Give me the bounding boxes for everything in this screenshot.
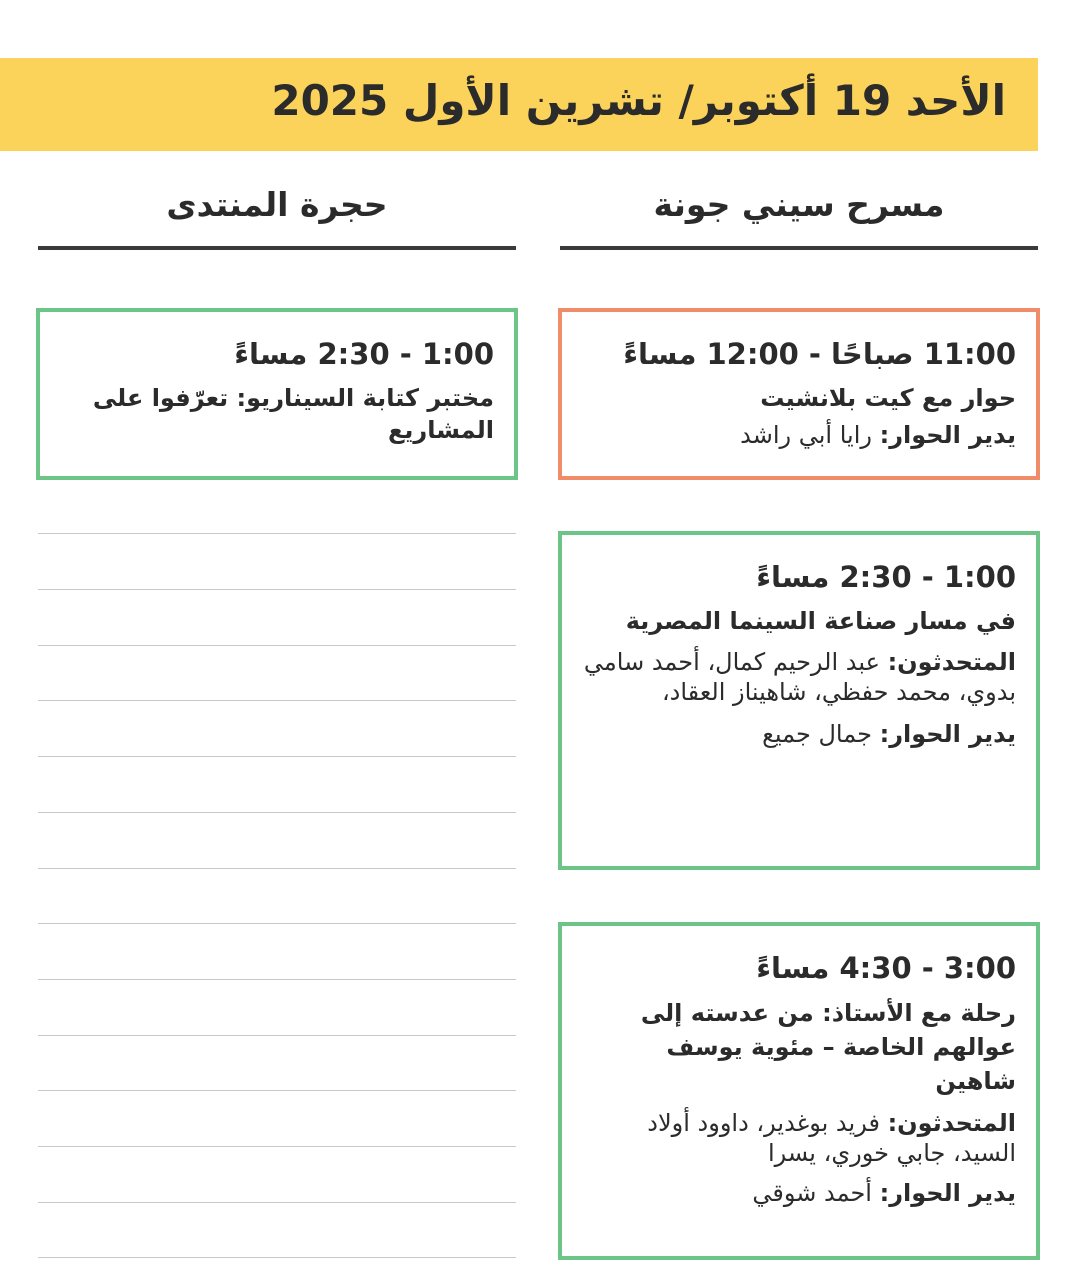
session-title: مختبر كتابة السيناريو: تعرّفوا على المشاريع [92, 384, 494, 444]
speakers-names: عبد الرحيم كمال، أحمد سامي بدوي، محمد حفظي، شاهيناز العقاد، [583, 648, 1016, 706]
empty-slot-line [38, 1035, 516, 1036]
speakers-label: المتحدثون: [887, 648, 1016, 676]
empty-slot-line [38, 1202, 516, 1203]
session-title: حوار مع كيت بلانشيت [760, 384, 1016, 412]
session-speakers [582, 647, 1016, 707]
empty-slot-line [38, 979, 516, 980]
empty-slot-line [38, 756, 516, 757]
date-heading: الأحد 19 أكتوبر/ تشرين الأول 2025 [271, 76, 1006, 125]
empty-slot-line [38, 1257, 516, 1258]
session-moderator [582, 420, 1016, 450]
session-time: 3:00 - 4:30 مساءً [756, 951, 1016, 985]
session-time: 1:00 - 2:30 مساءً [234, 337, 494, 371]
empty-slot-line [38, 533, 516, 534]
session-card-kate-blanchett[interactable] [558, 308, 1040, 480]
empty-slot-line [38, 812, 516, 813]
session-title: في مسار صناعة السينما المصرية [625, 607, 1016, 635]
session-time: 11:00 صباحًا - 12:00 مساءً [623, 337, 1016, 371]
empty-slot-line [38, 1146, 516, 1147]
moderator-label: يدير الحوار: [879, 720, 1016, 748]
moderator-name: أحمد شوقي [752, 1179, 880, 1207]
column-header-cinema-gouna: مسرح سيني جونة [560, 178, 1038, 250]
empty-slot-line [38, 589, 516, 590]
speakers-label: المتحدثون: [887, 1109, 1016, 1137]
session-card-youssef-chahine[interactable] [558, 922, 1040, 1260]
moderator-name: جمال جميع [762, 720, 880, 748]
empty-slot-line [38, 1090, 516, 1091]
session-speakers [582, 1108, 1016, 1168]
session-time: 1:00 - 2:30 مساءً [756, 560, 1016, 594]
empty-slot-line [38, 868, 516, 869]
moderator-label: يدير الحوار: [879, 421, 1016, 449]
speakers-names: فريد بوغدير، داوود أولاد السيد، جابي خوري، يسرا [647, 1109, 1016, 1167]
moderator-name: رايا أبي راشد [740, 421, 880, 449]
empty-slot-line [38, 923, 516, 924]
session-moderator [582, 719, 1016, 749]
session-title: رحلة مع الأستاذ: من عدسته إلى عوالهم الخاصة – مئوية يوسف شاهين [640, 999, 1016, 1095]
session-moderator [582, 1178, 1016, 1208]
empty-slot-line [38, 645, 516, 646]
moderator-label: يدير الحوار: [879, 1179, 1016, 1207]
empty-slot-line [38, 700, 516, 701]
date-banner [0, 58, 1038, 151]
session-card-screenwriting-lab[interactable] [36, 308, 518, 480]
column-header-forum-room: حجرة المنتدى [38, 178, 516, 250]
session-card-egyptian-cinema[interactable] [558, 531, 1040, 870]
